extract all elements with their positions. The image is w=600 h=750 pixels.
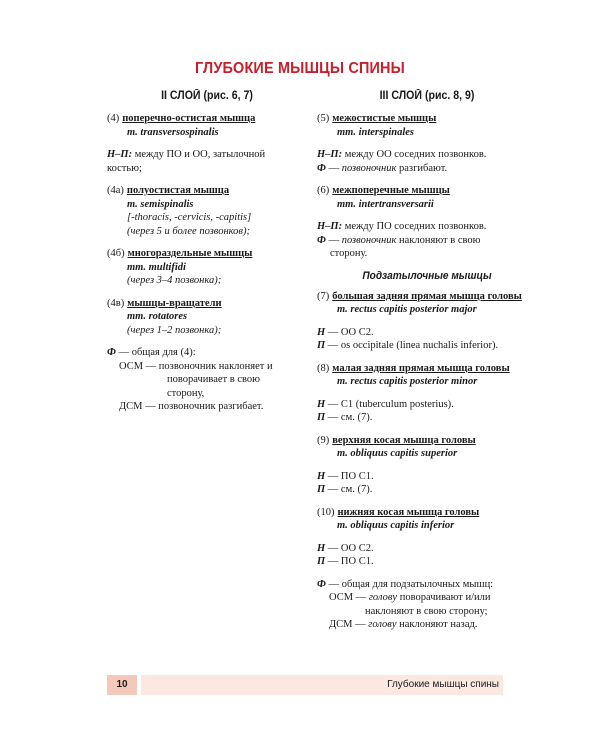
origin-text: — ОО C2.	[325, 326, 374, 338]
muscle-name-ru: нижняя косая мышца головы	[337, 506, 480, 518]
function-line: сторону,	[167, 387, 205, 399]
running-title: Глубокие мышцы спины	[141, 675, 503, 695]
muscle-name-ru: поперечно-остистая мышца	[122, 113, 256, 124]
origin-insertion-text-cont: костью;	[107, 162, 142, 174]
details-9	[317, 470, 537, 497]
entry-number: (8)	[317, 362, 330, 374]
function-text: —	[325, 234, 342, 246]
origin-insertion-label: Н–П:	[317, 221, 343, 232]
entry-number: (4)	[107, 113, 120, 124]
entry-number: (4б)	[107, 248, 125, 259]
muscle-name-lat: mm. multifidi	[127, 261, 186, 273]
details-7	[317, 326, 537, 353]
origin-insertion-text: между ПО соседних позвонков.	[342, 221, 487, 232]
function-4	[107, 346, 307, 414]
origin-label: Н	[317, 470, 326, 482]
insertion-text: — см. (7).	[325, 484, 373, 495]
muscle-name-lat: m. obliquus capitis superior	[337, 448, 458, 459]
muscle-name-lat: m. semispinalis	[127, 198, 194, 210]
muscle-entry-7	[317, 290, 537, 317]
details-8	[317, 398, 537, 425]
suboccipital-heading: Подзатылочные мышцы	[362, 269, 492, 282]
insertion-label: П	[317, 484, 326, 495]
function-text-italic: голову	[368, 592, 398, 603]
function-text: разгибают.	[396, 162, 448, 174]
function-line: ОСМ — позвоночник наклоняет и	[119, 360, 273, 372]
muscle-name-ru: мышцы-вращатели	[127, 297, 222, 309]
muscle-entry-4v	[107, 297, 307, 338]
function-line: наклоняют в свою сторону;	[365, 605, 488, 617]
muscle-name-lat: m. rectus capitis posterior major	[337, 304, 477, 315]
origin-text: — ОО C2.	[325, 542, 374, 554]
muscle-name-ru: верхняя косая мышца головы	[332, 434, 476, 446]
function-suboccipital	[317, 578, 537, 632]
left-column	[107, 90, 307, 423]
page-title: ГЛУБОКИЕ МЫШЦЫ СПИНЫ	[195, 60, 405, 77]
muscle-name-lat: mm. rotatores	[127, 311, 188, 322]
origin-text: — C1 (tuberculum posterius).	[325, 398, 454, 410]
function-text: — общая для (4):	[115, 347, 196, 358]
origin-label: Н	[317, 326, 326, 338]
function-label: Ф	[317, 234, 326, 246]
origin-insertion-text: между ОО соседних позвонков.	[342, 149, 487, 160]
muscle-name-lat: m. obliquus capitis inferior	[337, 520, 455, 531]
details-5	[317, 148, 537, 175]
insertion-text: — ПО C1.	[325, 556, 374, 567]
origin-insertion-label: Н–П:	[107, 149, 133, 160]
entry-number: (4а)	[107, 185, 124, 196]
origin-label: Н	[317, 542, 326, 554]
entry-number: (10)	[317, 506, 335, 518]
muscle-note: (через 5 и более позвонков);	[127, 225, 250, 237]
page-number: 10	[107, 675, 137, 695]
function-text: ОСМ —	[329, 592, 369, 603]
insertion-label: П	[317, 556, 326, 567]
origin-insertion-text: между ПО и ОО, затылочной	[132, 149, 266, 160]
entry-number: (7)	[317, 290, 330, 302]
entry-number: (5)	[317, 113, 330, 124]
muscle-entry-6	[317, 184, 537, 211]
insertion-label: П	[317, 340, 326, 351]
function-text-italic: голову	[368, 619, 397, 630]
muscle-name-ru: межостистые мышцы	[332, 113, 437, 124]
muscle-name-ru: малая задняя прямая мышца головы	[332, 362, 510, 374]
muscle-entry-4b	[107, 247, 307, 288]
entry-number: (9)	[317, 434, 330, 446]
function-text: поворачивают и/или	[397, 592, 491, 603]
muscle-entry-4a	[107, 184, 307, 238]
layer-3-heading: III СЛОЙ (рис. 8, 9)	[379, 90, 475, 102]
function-text: наклоняют в свою	[396, 234, 481, 246]
muscle-entry-5	[317, 112, 537, 139]
insertion-label: П	[317, 412, 326, 423]
right-column	[317, 90, 537, 641]
details-6	[317, 220, 537, 261]
muscle-entry-9	[317, 434, 537, 461]
muscle-name-ru: большая задняя прямая мышца головы	[332, 290, 522, 302]
function-text-italic: позвоночник	[341, 162, 397, 174]
muscle-name-lat: m. transversospinalis	[127, 126, 219, 138]
function-line: ДСМ — позвоночник разгибает.	[119, 401, 264, 412]
muscle-note: [-thoracis, -cervicis, -capitis]	[127, 212, 252, 223]
muscle-name-lat: mm. intertransversarii	[337, 198, 434, 210]
function-text: —	[325, 162, 342, 174]
function-label: Ф	[317, 578, 326, 590]
muscle-note: (через 3–4 позвонка);	[127, 275, 222, 286]
muscle-name-lat: mm. interspinales	[337, 126, 415, 138]
function-text: наклоняют назад.	[396, 619, 478, 630]
origin-text: — ПО C1.	[325, 470, 374, 482]
origin-insertion-label: Н–П:	[317, 149, 343, 160]
function-text: — общая для подзатылочных мышц:	[325, 578, 494, 590]
function-line: поворачивает в свою	[167, 374, 260, 385]
function-text-cont: сторону.	[330, 248, 368, 259]
muscle-name-lat: m. rectus capitis posterior minor	[337, 376, 478, 387]
details-10	[317, 542, 537, 569]
entry-number: (4в)	[107, 297, 125, 309]
insertion-text: — os occipitale (linea nuchalis inferior).	[325, 340, 499, 351]
muscle-name-ru: межпоперечные мышцы	[332, 185, 450, 196]
function-text: ДСМ —	[329, 619, 369, 630]
function-text-italic: позвоночник	[341, 234, 397, 246]
layer-2-heading: II СЛОЙ (рис. 6, 7)	[161, 90, 253, 102]
muscle-entry-4	[107, 112, 307, 139]
function-label: Ф	[107, 347, 116, 358]
muscle-name-ru: многораздельные мышцы	[127, 248, 253, 259]
origin-insertion-4	[107, 148, 307, 175]
function-label: Ф	[317, 162, 326, 174]
muscle-note: (через 1–2 позвонка);	[127, 324, 222, 336]
insertion-text: — см. (7).	[325, 412, 373, 423]
origin-label: Н	[317, 398, 326, 410]
muscle-entry-8	[317, 362, 537, 389]
muscle-name-ru: полуостистая мышца	[126, 185, 230, 196]
entry-number: (6)	[317, 185, 330, 196]
muscle-entry-10	[317, 506, 537, 533]
